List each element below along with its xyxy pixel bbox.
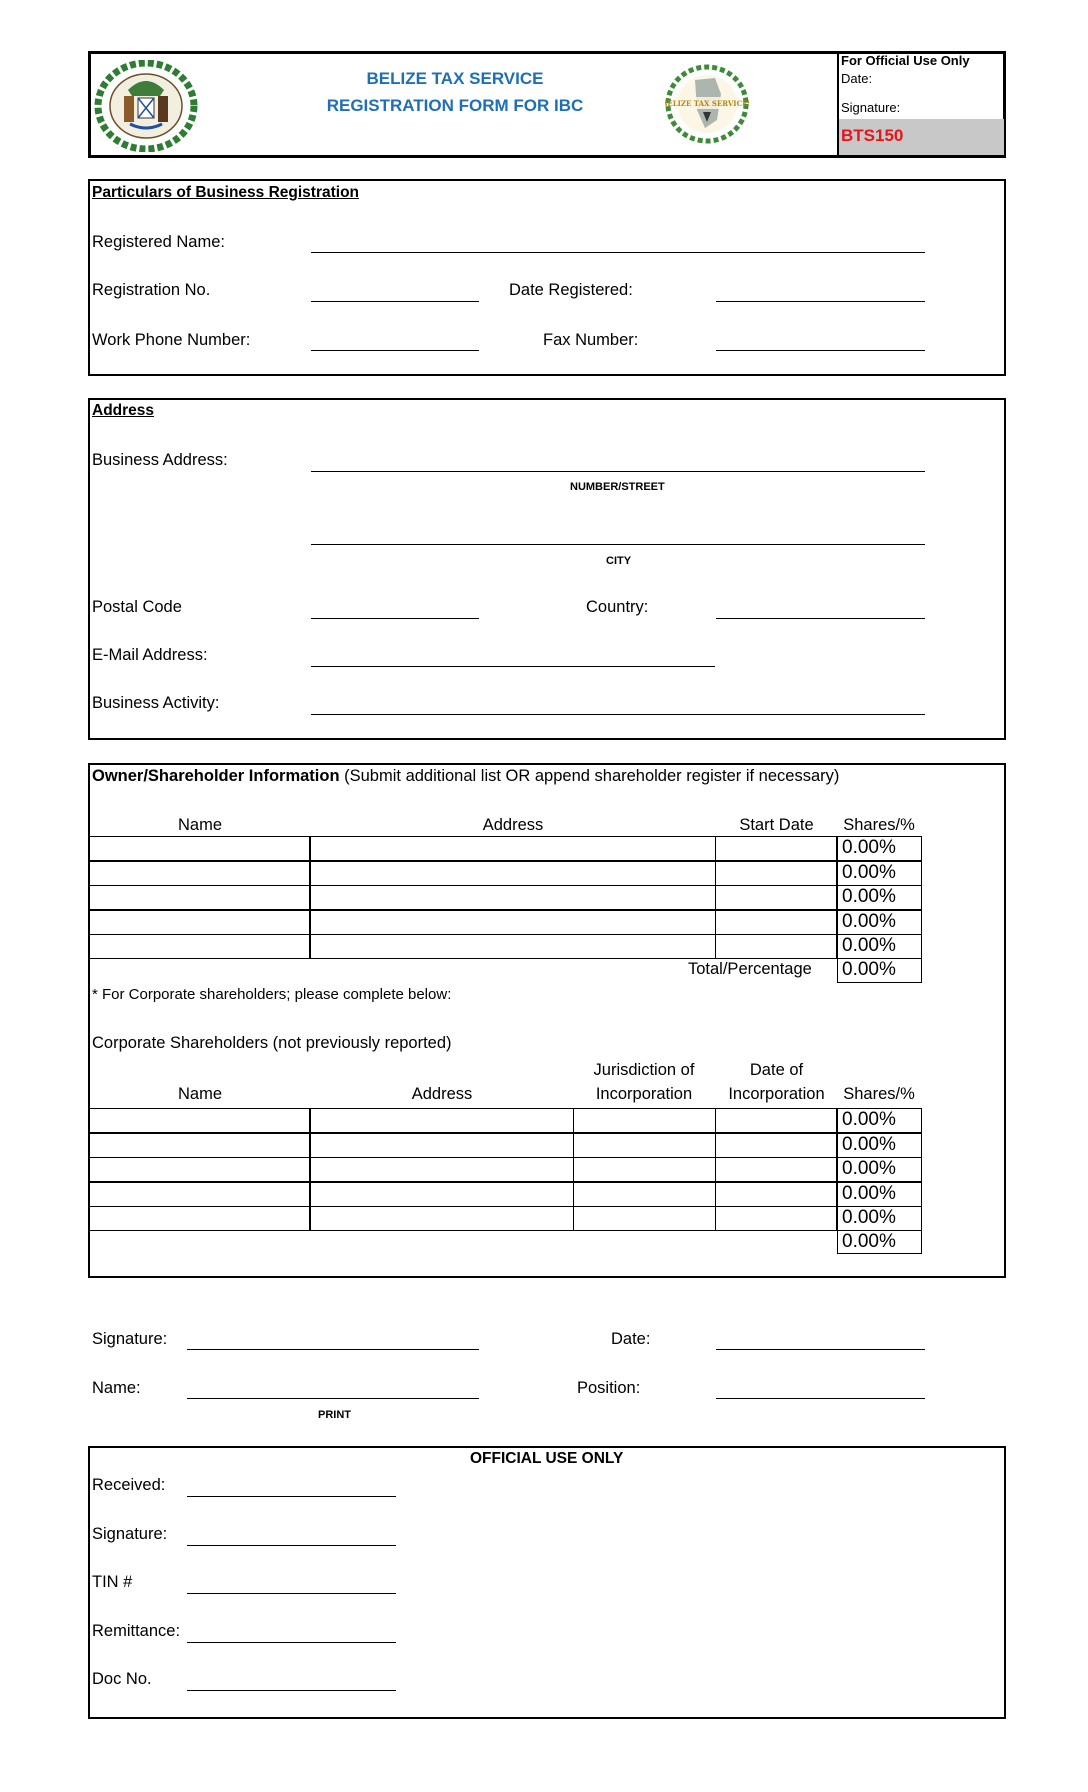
owners-heading-title: Owner/Shareholder Information — [92, 767, 340, 785]
svg-text:BELIZE TAX SERVICES: BELIZE TAX SERVICES — [665, 99, 749, 108]
business-address-label: Business Address: — [92, 451, 228, 469]
corp-col-jurisdiction-2: Incorporation — [595, 1085, 693, 1103]
number-street-caption: NUMBER/STREET — [570, 481, 665, 493]
business-activity-field[interactable] — [311, 714, 925, 715]
doc-no-field[interactable] — [187, 1690, 396, 1691]
owners-heading — [92, 767, 839, 786]
owners-col-start-date: Start Date — [739, 816, 814, 834]
owner-cell-name[interactable] — [88, 910, 310, 935]
form-code: BTS150 — [841, 126, 904, 145]
corp-cell-jurisdiction[interactable] — [573, 1182, 716, 1207]
corp-col-address: Address — [411, 1085, 473, 1103]
doc-no-label: Doc No. — [92, 1670, 152, 1688]
owner-cell-address[interactable] — [310, 934, 716, 959]
owners-total-value: 0.00% — [837, 958, 922, 983]
corp-col-date-2: Incorporation — [728, 1085, 825, 1103]
owner-cell-start-date[interactable] — [715, 885, 837, 910]
owners-col-address: Address — [482, 816, 544, 834]
corp-col-date-1: Date of — [749, 1061, 804, 1079]
corp-col-shares: Shares/% — [843, 1085, 915, 1103]
remittance-label: Remittance: — [92, 1622, 181, 1640]
owner-cell-address[interactable] — [310, 861, 716, 886]
registered-name-field[interactable] — [311, 252, 925, 253]
owner-cell-name[interactable] — [88, 836, 310, 861]
corp-cell-date[interactable] — [715, 1206, 837, 1231]
registered-name-label: Registered Name: — [92, 233, 225, 251]
corp-cell-address[interactable] — [310, 1182, 574, 1207]
tin-label: TIN # — [92, 1573, 133, 1591]
corp-cell-jurisdiction[interactable] — [573, 1133, 716, 1158]
owner-cell-start-date[interactable] — [715, 910, 837, 935]
fax-number-label: Fax Number: — [543, 331, 639, 349]
country-label: Country: — [586, 598, 649, 616]
signoff-date-field[interactable] — [716, 1349, 925, 1350]
corp-col-name: Name — [177, 1085, 222, 1103]
corp-cell-date[interactable] — [715, 1133, 837, 1158]
owner-shares-value[interactable]: 0.00% — [837, 836, 922, 861]
official-use-section — [88, 1446, 1006, 1719]
address-section — [88, 398, 1006, 740]
email-field[interactable] — [311, 666, 715, 667]
date-registered-label: Date Registered: — [509, 281, 633, 299]
address-heading: Address — [92, 402, 155, 419]
owner-cell-start-date[interactable] — [715, 836, 837, 861]
work-phone-label: Work Phone Number: — [92, 331, 251, 349]
city-field[interactable] — [311, 544, 925, 545]
owner-shares-value[interactable]: 0.00% — [837, 885, 922, 910]
email-label: E-Mail Address: — [92, 646, 208, 664]
city-caption: CITY — [606, 555, 632, 567]
corp-cell-date[interactable] — [715, 1108, 837, 1133]
registration-no-field[interactable] — [311, 301, 479, 302]
official-signature-label: Signature: — [841, 100, 901, 115]
owner-shares-value[interactable]: 0.00% — [837, 910, 922, 935]
official-date-label: Date: — [841, 71, 873, 86]
particulars-heading: Particulars of Business Registration — [92, 184, 360, 201]
business-activity-label: Business Activity: — [92, 694, 220, 712]
signoff-position-label: Position: — [577, 1379, 641, 1397]
work-phone-field[interactable] — [311, 350, 479, 351]
owner-shares-value[interactable]: 0.00% — [837, 934, 922, 959]
corp-shares-value[interactable]: 0.00% — [837, 1108, 922, 1133]
owners-total-label: Total/Percentage — [688, 960, 812, 978]
corp-cell-jurisdiction[interactable] — [573, 1157, 716, 1182]
owner-cell-start-date[interactable] — [715, 934, 837, 959]
corporate-heading: Corporate Shareholders (not previously reported) — [92, 1034, 452, 1052]
corp-cell-address[interactable] — [310, 1157, 574, 1182]
belize-coat-of-arms-seal — [94, 60, 198, 152]
postal-code-field[interactable] — [311, 618, 479, 619]
corporate-note: * For Corporate shareholders; please complete below: — [92, 986, 452, 1003]
owner-cell-start-date[interactable] — [715, 861, 837, 886]
owners-col-name: Name — [177, 816, 222, 834]
owner-cell-address[interactable] — [310, 836, 716, 861]
registration-no-label: Registration No. — [92, 281, 211, 299]
corp-cell-name[interactable] — [88, 1206, 310, 1231]
corp-shares-value[interactable]: 0.00% — [837, 1206, 922, 1231]
official-signature-field-label: Signature: — [92, 1525, 168, 1543]
tax-service-seal — [665, 64, 749, 144]
corp-cell-date[interactable] — [715, 1157, 837, 1182]
form-title-line2: REGISTRATION FORM FOR IBC — [326, 96, 584, 115]
owner-cell-address[interactable] — [310, 885, 716, 910]
received-field[interactable] — [187, 1496, 396, 1497]
corp-cell-name[interactable] — [88, 1133, 310, 1158]
official-signature-field[interactable] — [187, 1545, 396, 1546]
corp-shares-value[interactable]: 0.00% — [837, 1133, 922, 1158]
official-use-label: For Official Use Only — [841, 53, 970, 68]
owners-heading-note: (Submit additional list OR append shareholder register if necessary) — [339, 767, 840, 785]
corp-cell-address[interactable] — [310, 1206, 574, 1231]
corp-cell-jurisdiction[interactable] — [573, 1108, 716, 1133]
country-field[interactable] — [716, 618, 925, 619]
received-label: Received: — [92, 1476, 166, 1494]
corp-col-jurisdiction-1: Jurisdiction of — [593, 1061, 695, 1079]
owner-cell-name[interactable] — [88, 861, 310, 886]
corp-cell-date[interactable] — [715, 1182, 837, 1207]
street-field[interactable] — [311, 471, 925, 472]
owner-cell-address[interactable] — [310, 910, 716, 935]
owner-cell-name[interactable] — [88, 934, 310, 959]
signoff-name-field[interactable] — [187, 1398, 479, 1399]
remittance-field[interactable] — [187, 1642, 396, 1643]
corp-total-value: 0.00% — [837, 1230, 922, 1254]
corp-cell-name[interactable] — [88, 1182, 310, 1207]
date-registered-field[interactable] — [716, 301, 925, 302]
postal-code-label: Postal Code — [92, 598, 182, 616]
signoff-name-label: Name: — [92, 1379, 141, 1397]
signoff-date-label: Date: — [611, 1330, 651, 1348]
corp-cell-name[interactable] — [88, 1157, 310, 1182]
corp-cell-name[interactable] — [88, 1108, 310, 1133]
owners-col-shares: Shares/% — [843, 816, 915, 834]
corp-cell-address[interactable] — [310, 1108, 574, 1133]
form-title-line1: BELIZE TAX SERVICE — [366, 69, 544, 88]
owner-shares-value[interactable]: 0.00% — [837, 861, 922, 886]
corp-shares-value[interactable]: 0.00% — [837, 1182, 922, 1207]
tin-field[interactable] — [187, 1593, 396, 1594]
corp-shares-value[interactable]: 0.00% — [837, 1157, 922, 1182]
corp-total-row-line — [88, 1230, 838, 1231]
corp-cell-address[interactable] — [310, 1133, 574, 1158]
owner-cell-name[interactable] — [88, 885, 310, 910]
print-caption: PRINT — [318, 1409, 351, 1421]
corp-cell-jurisdiction[interactable] — [573, 1206, 716, 1231]
signoff-signature-field[interactable] — [187, 1349, 479, 1350]
signoff-signature-label: Signature: — [92, 1330, 168, 1348]
signoff-position-field[interactable] — [716, 1398, 925, 1399]
official-use-heading: OFFICIAL USE ONLY — [470, 1450, 624, 1467]
fax-number-field[interactable] — [716, 350, 925, 351]
